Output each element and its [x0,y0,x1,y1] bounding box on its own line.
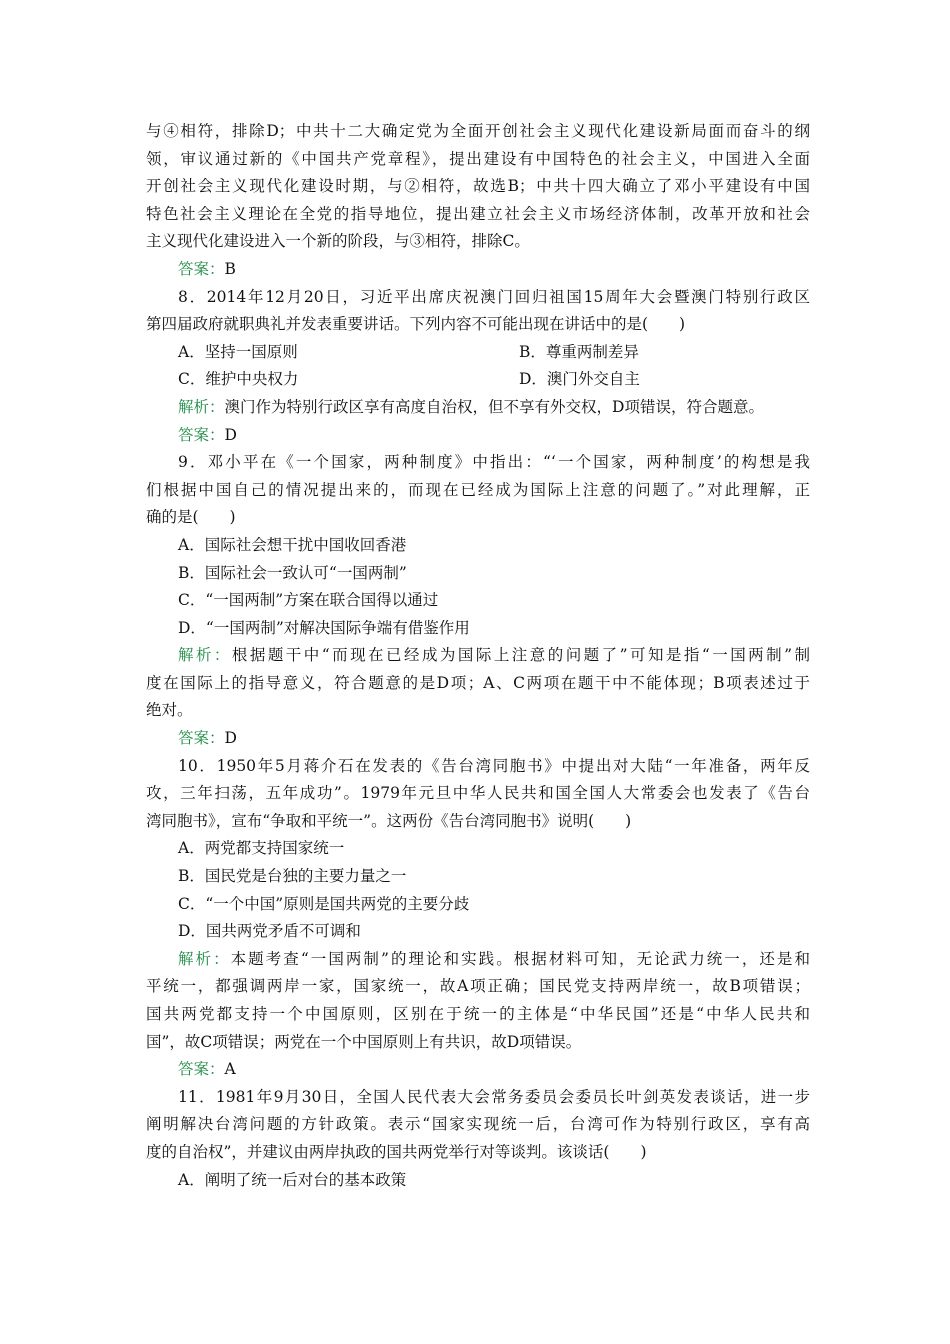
answer-line [146,422,810,450]
question-stem: 9．邓小平在《一个国家，两种制度》中指出：“‘一个国家，两种制度’的构想是我 [178,453,810,472]
analysis-label: 解析： [178,949,231,968]
answer-label: 答案： [178,425,225,444]
analysis-text: 本题考查“一国两制”的理论和实践。根据材料可知，无论武力统一，还是和 [230,949,810,968]
option-b: B．尊重两制差异 [519,342,639,361]
option-a: A．阐明了统一后对台的基本政策 [178,1170,407,1189]
analysis-text: 澳门作为特别行政区享有高度自治权，但不享有外交权，D项错误，符合题意。 [224,397,764,416]
option-c: C．“一国两制”方案在联合国得以通过 [178,591,439,610]
option-a: A．两党都支持国家统一 [178,839,345,858]
answer-line [146,256,810,284]
analysis-text: 平统一，都强调两岸一家，国家统一，故A项正确；国民党支持两岸统一，故B项错误； [146,977,810,996]
answer-label: 答案： [178,729,225,748]
analysis-text: 绝对。 [146,701,193,720]
text-line: 特色社会主义理论在全党的指导地位，提出建立社会主义市场经济体制，改革开放和社会 [146,204,810,223]
question-stem: 11．1981年9月30日，全国人民代表大会常务委员会委员长叶剑英发表谈话，进一步 [178,1087,810,1106]
answer-label: 答案： [178,1060,225,1079]
option-row [146,366,810,394]
option-row [146,339,810,367]
question-stem: 攻，三年扫荡，五年成功”。1979年元旦中华人民共和国全国人大常委会也发表了《告台 [146,784,810,803]
option-d: D．“一国两制”对解决国际争端有借鉴作用 [178,618,470,637]
analysis-line [146,642,810,670]
analysis-label: 解析： [178,646,232,665]
answer-value: D [224,425,237,444]
answer-line [146,1056,810,1084]
question-stem: 8．2014年12月20日，习近平出席庆祝澳门回归祖国15周年大会暨澳门特别行政区 [178,287,810,306]
option-d: D．澳门外交自主 [519,370,640,389]
analysis-line [146,394,810,422]
question-10 [146,753,810,1084]
text-line: 与④相符，排除D；中共十二大确定党为全面开创社会主义现代化建设新局面而奋斗的纲 [146,122,810,140]
option-a: A．坚持一国原则 [178,342,298,361]
question-11 [146,1084,810,1194]
answer-value: B [224,259,236,278]
question-stem: 度的自治权”，并建议由两岸执政的国共两党举行对等谈判。该谈话( ) [146,1142,647,1161]
text-line: 主义现代化建设进入一个新的阶段，与③相符，排除C。 [146,232,530,251]
question-stem: 第四届政府就职典礼并发表重要讲话。下列内容不可能出现在讲话中的是( ) [146,315,686,334]
question-stem: 们根据中国自己的情况提出来的，而现在已经成为国际上注意的问题了。”对此理解，正 [146,480,810,499]
answer-label: 答案： [178,259,225,278]
question-stem: 10．1950年5月蒋介石在发表的《告台湾同胞书》中提出对大陆“一年准备，两年反 [178,756,810,775]
option-d: D．国共两党矛盾不可调和 [178,922,361,941]
option-c: C．维护中央权力 [178,370,299,389]
analysis-text: 度在国际上的指导意义，符合题意的是D项；A、C两项在题干中不能体现；B项表述过于 [146,673,810,692]
analysis-line [146,946,810,974]
document-content [146,118,810,1194]
analysis-label: 解析： [178,397,225,416]
question-9 [146,449,810,753]
option-b: B．国际社会一致认可“一国两制” [178,563,407,582]
answer-value: A [224,1060,236,1079]
intro-paragraph [146,118,810,256]
analysis-text: 根据题干中“而现在已经成为国际上注意的问题了”可知是指“一国两制”制 [231,646,810,665]
question-stem: 阐明解决台湾问题的方针政策。表示“国家实现统一后，台湾可作为特别行政区，享有高 [146,1115,810,1134]
analysis-text: 国”，故C项错误；两党在一个中国原则上有共识，故D项错误。 [146,1032,582,1051]
option-c: C．“一个中国”原则是国共两党的主要分歧 [178,894,470,913]
option-b: B．国民党是台独的主要力量之一 [178,867,407,886]
question-stem: 确的是( ) [146,508,236,527]
text-line: 领，审议通过新的《中国共产党章程》，提出建设有中国特色的社会主义，中国进入全面 [146,149,810,168]
answer-value: D [224,729,237,748]
text-line: 开创社会主义现代化建设时期，与②相符，故选B；中共十四大确立了邓小平建设有中国 [146,177,810,196]
analysis-text: 国共两党都支持一个中国原则，区别在于统一的主体是“中华民国”还是“中华人民共和 [146,1005,810,1023]
question-stem: 湾同胞书》，宣布“争取和平统一”。这两份《告台湾同胞书》说明( ) [146,811,632,830]
answer-line [146,725,810,753]
question-8 [146,284,810,450]
option-a: A．国际社会想干扰中国收回香港 [178,535,407,554]
